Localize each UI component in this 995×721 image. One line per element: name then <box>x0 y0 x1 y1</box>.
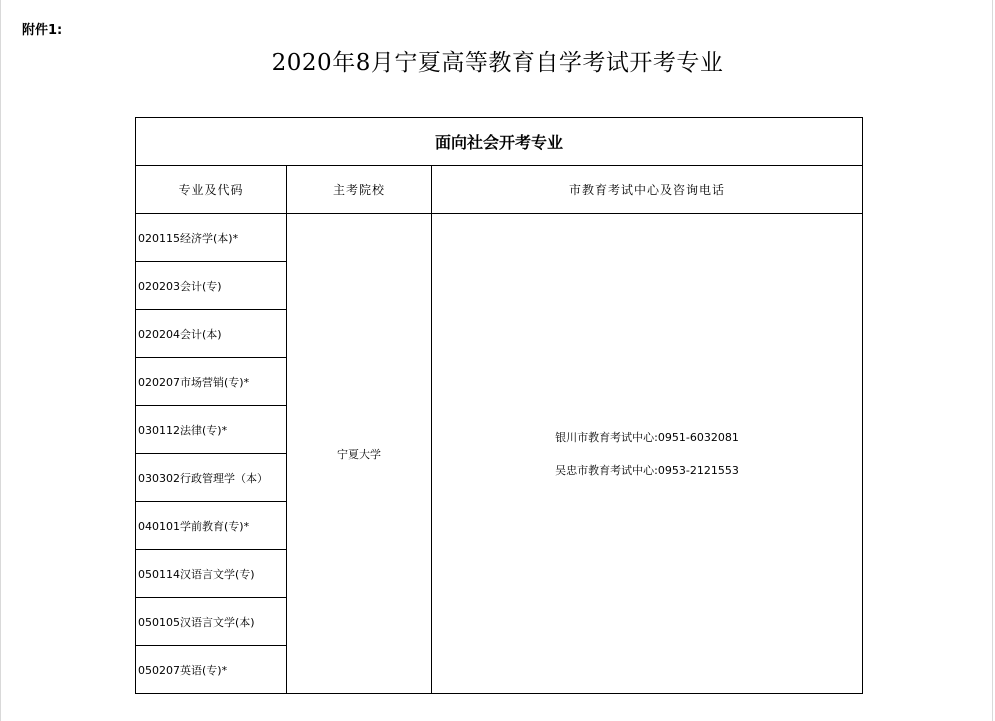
major-cell: 020204会计(本) <box>136 310 287 358</box>
majors-table <box>135 117 863 694</box>
major-cell: 020207市场营销(专)* <box>136 358 287 406</box>
major-cell: 030112法律(专)* <box>136 406 287 454</box>
major-cell: 050105汉语言文学(本) <box>136 598 287 646</box>
major-cell: 020203会计(专) <box>136 262 287 310</box>
document-title: 2020年8月宁夏高等教育自学考试开考专业 <box>271 50 724 76</box>
section-heading-row <box>136 118 863 166</box>
major-cell: 040101学前教育(专)* <box>136 502 287 550</box>
major-cell: 050207英语(专)* <box>136 646 287 694</box>
major-column-header: 专业及代码 <box>136 166 287 214</box>
attachment-label: 附件1: <box>22 23 63 38</box>
section-heading: 面向社会开考专业 <box>136 118 863 166</box>
table-row <box>136 214 863 262</box>
school-cell: 宁夏大学 <box>287 214 432 694</box>
contact-yinchuan: 银川市教育考试中心:0951-6032081 <box>555 430 739 444</box>
column-header-row <box>136 166 863 214</box>
contact-cell <box>432 214 863 694</box>
school-column-header: 主考院校 <box>287 166 432 214</box>
major-cell: 020115经济学(本)* <box>136 214 287 262</box>
major-cell: 050114汉语言文学(专) <box>136 550 287 598</box>
contact-column-header: 市教育考试中心及咨询电话 <box>432 166 863 214</box>
major-cell: 030302行政管理学（本） <box>136 454 287 502</box>
contact-wuzhong: 吴忠市教育考试中心:0953-2121553 <box>555 463 739 477</box>
